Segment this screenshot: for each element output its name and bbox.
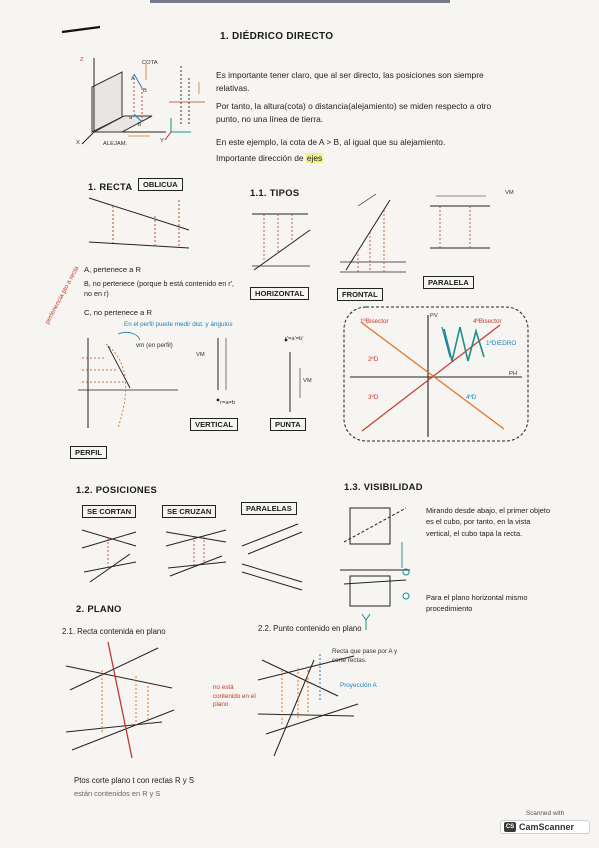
perfil-note: En el perfil puede medir dist. y ángulos — [124, 321, 233, 328]
intro-p3: En este ejemplo, la cota de A > B, al igual que su alejamiento. — [216, 137, 446, 147]
plano-recta-drawing — [62, 640, 192, 760]
intro-p4 — [216, 152, 323, 165]
bisector-4: 4ºBisector — [473, 318, 502, 325]
visibilidad-drawing — [340, 498, 420, 638]
horizontal-box: HORIZONTAL — [250, 287, 309, 300]
recta-oblicua-drawing — [85, 190, 195, 270]
side-note: pertenencia pto a recta — [44, 265, 81, 326]
vertical-vm: VM — [196, 352, 205, 358]
paralela-vm: VM — [505, 190, 514, 196]
visibilidad-title: 1.3. VISIBILIDAD — [344, 481, 423, 492]
intro-p1: Es importante tener claro, que al ser directo, las posiciones son siempre relativas. — [216, 70, 484, 94]
recta-item-b: B, no pertenece (porque b está contenido en r', no en r) — [84, 279, 235, 299]
cruzan-box: SE CRUZAN — [162, 505, 216, 518]
fig1-alejam: ALEJAM. — [103, 141, 128, 147]
scanner-logo — [500, 820, 590, 834]
ph-label: PH — [509, 371, 518, 377]
punta-box: PUNTA — [270, 418, 306, 431]
recta-title: 1. RECTA — [88, 181, 133, 192]
fig1-A: A — [131, 76, 135, 82]
tipos-title: 1.1. TIPOS — [250, 187, 300, 198]
posiciones-drawings — [76, 520, 316, 590]
visibilidad-text2: Para el plano horizontal mismo procedimiento — [426, 593, 528, 614]
intro-p4-prefix: Importante dirección de — [216, 153, 306, 163]
perfil-box: PERFIL — [70, 446, 107, 459]
vm-note: vm (en perfil) — [136, 342, 173, 349]
punta-label: r'=a'=b' — [285, 336, 304, 342]
plano-s22: 2.2. Punto contenido en plano — [258, 624, 362, 633]
cortan-box: SE CORTAN — [82, 505, 136, 518]
diedro-1: 1ºDIEDRO — [486, 340, 517, 347]
top-stroke — [0, 0, 599, 60]
pv-label: PV — [430, 313, 438, 319]
tipos-paralela-drawing — [426, 192, 506, 262]
fig1-x: X — [76, 140, 80, 146]
diedro-3: 3ºD — [368, 394, 379, 401]
recta-item-c: C, no pertenece a R — [84, 308, 152, 317]
fig1-y: Y — [160, 138, 164, 144]
scanner-watermark — [500, 810, 590, 842]
paralela-box: PARALELA — [423, 276, 474, 289]
fig1-z: Z — [80, 57, 84, 63]
intro-p2: Por tanto, la altura(cota) o distancia(alejamiento) se miden respecto a otro punto, no una línea de tierra. — [216, 101, 492, 125]
scanner-brand: CamScanner — [519, 821, 575, 832]
oblicua-box: OBLICUA — [138, 178, 183, 191]
fig1-a: a — [129, 115, 133, 121]
plano-title: 2. PLANO — [76, 603, 122, 614]
figure-projection-small — [165, 62, 215, 142]
vertical-label: r=a=b — [220, 400, 236, 406]
tipos-horizontal-drawing — [250, 200, 330, 280]
main-heading: 1. DIÉDRICO DIRECTO — [220, 31, 334, 42]
plano-note-a: Recta que pase por A y corte rectas. — [332, 648, 398, 664]
side-note-wrap — [42, 262, 81, 326]
camscanner-icon: CS — [505, 823, 515, 830]
plano-bottom: Ptos corte plano t con rectas R y S — [74, 776, 195, 785]
scanner-line1: Scanned with — [525, 810, 565, 817]
vertical-box: VERTICAL — [190, 418, 238, 431]
fig1-B: B — [143, 88, 147, 94]
paralelas-box: PARALELAS — [241, 502, 297, 515]
tipos-punta-drawing — [276, 332, 336, 422]
intro-p4-highlight: ejes — [306, 153, 323, 163]
punta-vm: VM — [303, 378, 312, 384]
fig1-b: b — [138, 122, 142, 128]
bisector-1: 1ºBisector — [360, 318, 389, 325]
plano-no-contenido: no está contenido en el plano — [213, 684, 256, 708]
fig1-cota: COTA — [142, 60, 158, 66]
diedro-4: 4ºD — [466, 394, 477, 401]
diedro-2: 2ºD — [368, 356, 379, 363]
tipos-frontal-drawing — [336, 190, 416, 280]
frontal-box: FRONTAL — [337, 288, 383, 301]
plano-s21: 2.1. Recta contenida en plano — [62, 627, 166, 636]
plano-proj: Proyección A — [340, 682, 377, 689]
posiciones-title: 1.2. POSICIONES — [76, 484, 158, 495]
visibilidad-text1: Mirando desde abajo, el primer objeto es el cubo, por tanto, en la vista vertical, el cubo tapa la recta. — [426, 506, 551, 538]
recta-item-a: A, pertenece a R — [84, 265, 141, 274]
plano-bottom2: están contenidos en R y S — [74, 789, 161, 798]
